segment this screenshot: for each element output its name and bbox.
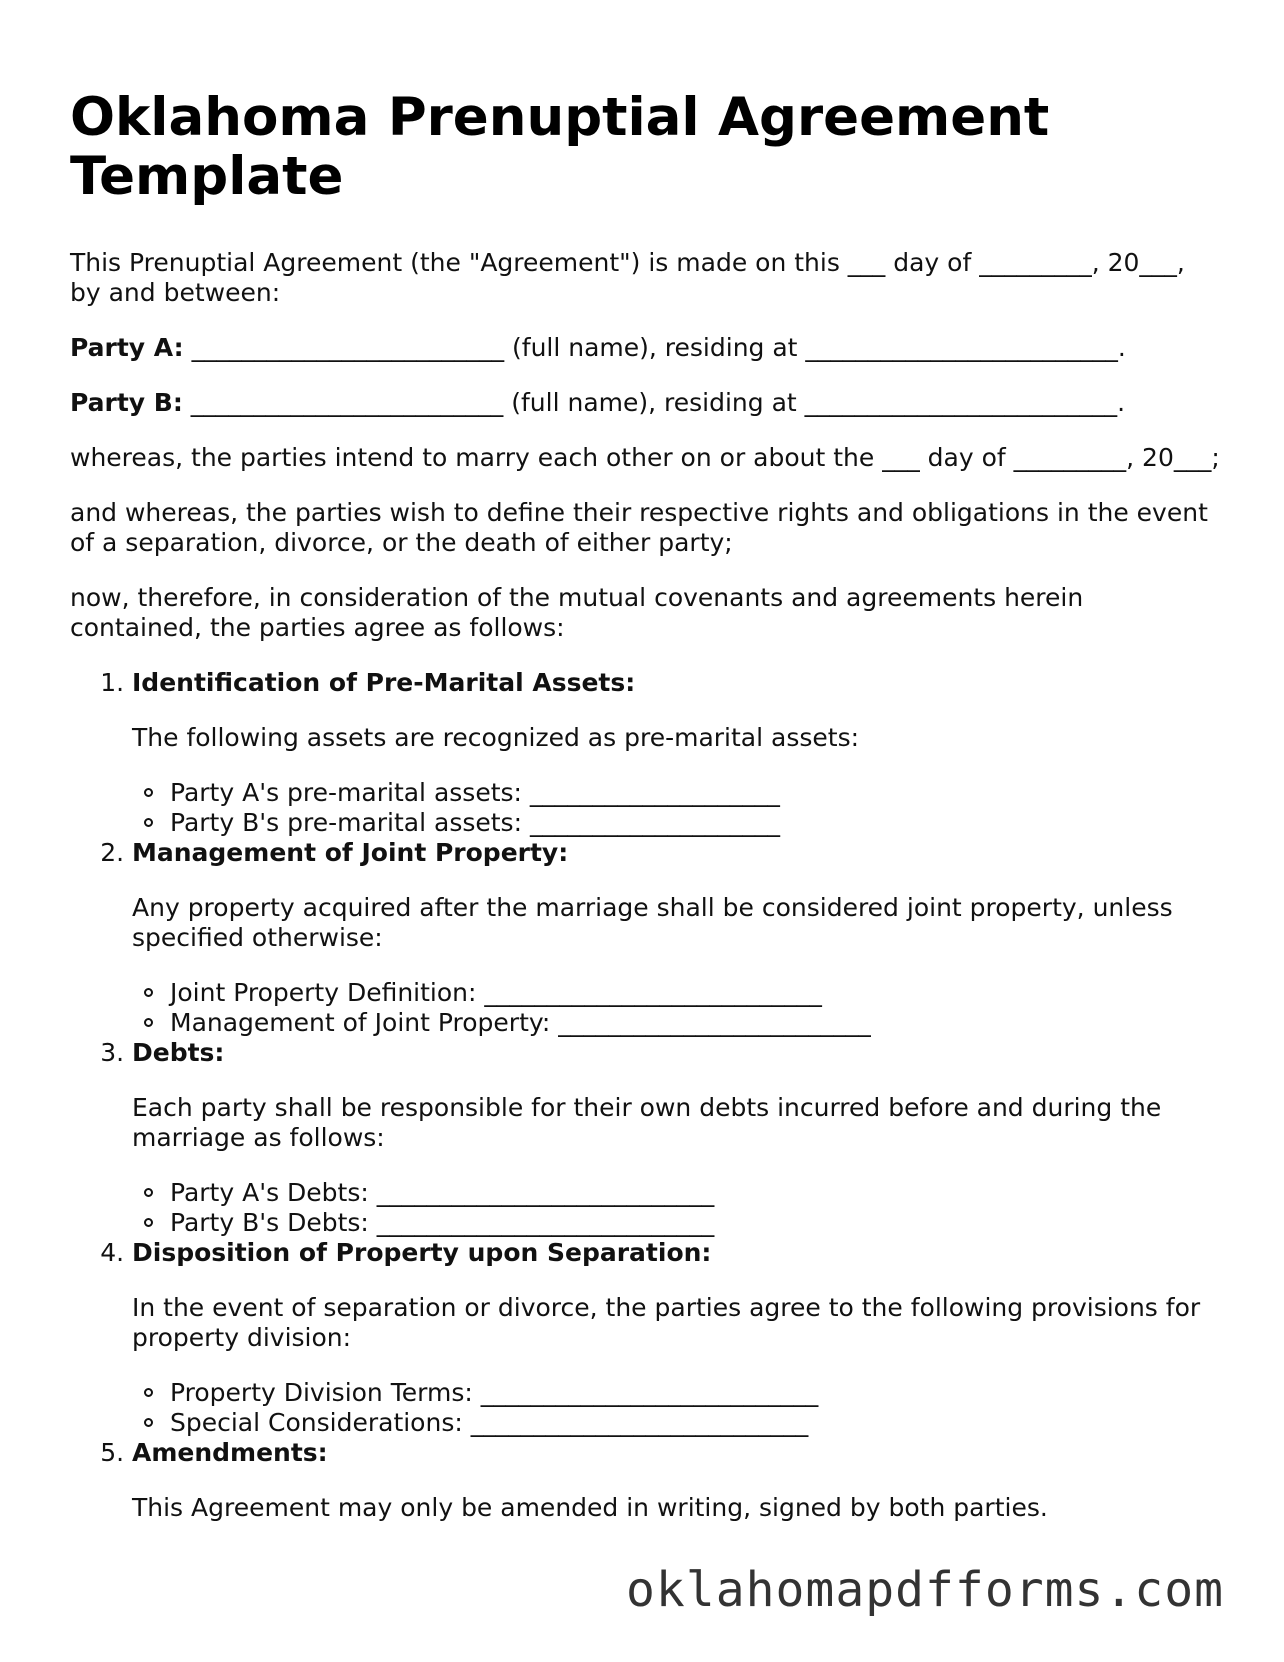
party-a-label: Party A: (70, 333, 184, 362)
section-fields (132, 1178, 1220, 1238)
section-fields (132, 978, 1220, 1038)
circle-bullet-icon (144, 818, 153, 827)
circle-bullet-icon (144, 1388, 153, 1397)
circle-bullet-icon (144, 788, 153, 797)
section-description: In the event of separation or divorce, the parties agree to the following provisions for property division: (132, 1293, 1201, 1352)
field-line: Joint Property Definition: ___________________________ (170, 978, 1220, 1008)
party-a-text: _________________________ (full name), residing at _________________________. (183, 333, 1126, 362)
field-line: Party A's Debts: ___________________________ (170, 1178, 1220, 1208)
section-fields (132, 1378, 1220, 1438)
field-line: Management of Joint Property: _________________________ (170, 1008, 1220, 1038)
field-line: Party A's pre-marital assets: ____________________ (170, 778, 1220, 808)
party-b-text: _________________________ (full name), residing at _________________________. (182, 388, 1126, 417)
section-item (132, 1438, 1220, 1523)
site-watermark: oklahomapdfforms.com (626, 1562, 1224, 1618)
document-title: Oklahoma Prenuptial Agreement Template (70, 87, 1050, 207)
field-line: Party B's Debts: ___________________________ (170, 1208, 1220, 1238)
section-description: Any property acquired after the marriage shall be considered joint property, unless specified otherwise: (132, 893, 1173, 952)
section-heading: Debts: (132, 1038, 225, 1067)
party-b-label: Party B: (70, 388, 183, 417)
section-item (132, 1238, 1220, 1438)
section-item (132, 668, 1220, 838)
whereas-marry-paragraph: whereas, the parties intend to marry each other on or about the ___ day of _________, 20___; (70, 443, 1220, 472)
section-description: This Agreement may only be amended in writing, signed by both parties. (132, 1493, 1048, 1522)
field-line: Property Division Terms: ___________________________ (170, 1378, 1220, 1408)
intro-paragraph: This Prenuptial Agreement (the "Agreement") is made on this ___ day of _________, 20___, by and between: (70, 248, 1185, 307)
party-b-line (70, 388, 1220, 418)
field-line: Party B's pre-marital assets: ____________________ (170, 808, 1220, 838)
circle-bullet-icon (144, 1018, 153, 1027)
field-line: Special Considerations: ___________________________ (170, 1408, 1220, 1438)
party-a-line (70, 333, 1220, 363)
section-description: Each party shall be responsible for their own debts incurred before and during the marriage as follows: (132, 1093, 1162, 1152)
section-item (132, 1038, 1220, 1238)
section-heading: Identification of Pre-Marital Assets: (132, 668, 636, 697)
document-page (70, 0, 1220, 1523)
circle-bullet-icon (144, 1188, 153, 1197)
section-description: The following assets are recognized as pre-marital assets: (132, 723, 860, 752)
whereas-rights-paragraph: and whereas, the parties wish to define their respective rights and obligations in the event of a separation, divorce, or the death of either party; (70, 498, 1208, 557)
section-heading: Disposition of Property upon Separation: (132, 1238, 712, 1267)
section-heading: Amendments: (132, 1438, 328, 1467)
circle-bullet-icon (144, 1218, 153, 1227)
now-therefore-paragraph: now, therefore, in consideration of the mutual covenants and agreements herein contained, the parties agree as follows: (70, 583, 1084, 642)
circle-bullet-icon (144, 1418, 153, 1427)
sections-list (70, 668, 1220, 1523)
section-item (132, 838, 1220, 1038)
section-fields (132, 778, 1220, 838)
section-heading: Management of Joint Property: (132, 838, 569, 867)
circle-bullet-icon (144, 988, 153, 997)
